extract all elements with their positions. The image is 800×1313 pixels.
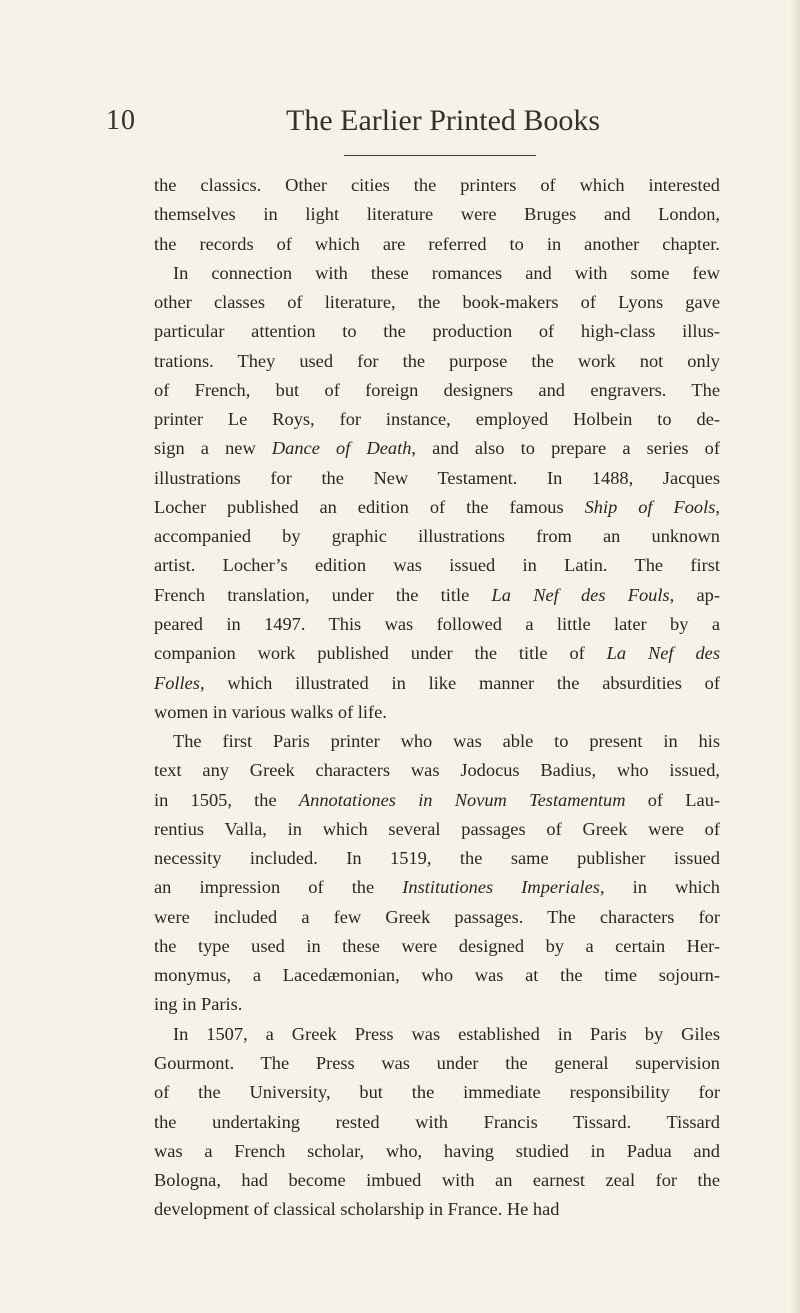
page-number: 10 — [106, 105, 136, 136]
text-line — [154, 990, 720, 1019]
text-run: other classes of literature, the book-makers of Lyons gave — [154, 292, 720, 313]
text-line — [154, 464, 720, 493]
text-run: the classics. Other cities the printers of which interested — [154, 175, 720, 195]
text-line — [154, 434, 720, 463]
text-run: rentius Valla, in which several passages of Greek were of — [154, 818, 720, 839]
text-line — [154, 347, 720, 376]
text-line — [154, 669, 720, 698]
text-line — [154, 1166, 720, 1195]
italic-title: Folles — [154, 672, 200, 693]
text-run: necessity included. In 1519, the same publisher issued — [154, 848, 720, 869]
text-run: Gourmont. The Press was under the general supervision — [154, 1052, 720, 1073]
text-run: women in various walks of life. — [154, 701, 387, 722]
text-line — [154, 1078, 720, 1107]
text-run: , ap- — [669, 584, 720, 605]
text-line — [154, 1137, 720, 1166]
text-line — [154, 639, 720, 668]
text-run: , — [715, 496, 720, 517]
text-run: In connection with these romances and with some few — [173, 262, 720, 283]
page-edge-shadow — [790, 0, 800, 1313]
text-line — [154, 815, 720, 844]
text-run: ing in Paris. — [154, 994, 243, 1015]
text-run: an impression of the — [154, 877, 403, 898]
text-line — [154, 405, 720, 434]
body-text — [154, 171, 720, 1225]
text-line — [154, 493, 720, 522]
text-run: peared in 1497. This was followed a little later by a — [154, 613, 720, 634]
text-line — [154, 756, 720, 785]
text-line — [154, 961, 720, 990]
italic-title: La Nef des — [606, 643, 720, 664]
text-run: , and also to prepare a series of — [411, 438, 720, 459]
italic-title: Institutiones Imperiales — [402, 877, 600, 898]
text-line — [154, 1195, 720, 1224]
text-run: particular attention to the production of high-class illus- — [154, 321, 720, 342]
text-line — [154, 1108, 720, 1137]
text-run: , in which — [599, 877, 720, 898]
text-run: illustrations for the New Testament. In 1488, Jacques — [154, 467, 720, 488]
text-line — [154, 171, 720, 200]
text-run: of the University, but the immediate responsibility for — [154, 1082, 720, 1103]
text-run: sign a new — [154, 438, 272, 459]
text-line — [154, 727, 720, 756]
text-run: Locher published an edition of the famous — [154, 496, 585, 517]
text-run: themselves in light literature were Bruges and London, — [154, 204, 720, 225]
italic-title: La Nef des Fouls — [491, 584, 670, 605]
text-run: artist. Locher’s edition was issued in Latin. The first — [154, 555, 720, 576]
text-run: , which illustrated in like manner the absurdities of — [199, 672, 720, 693]
page-header — [0, 104, 800, 144]
text-line — [154, 873, 720, 902]
text-run: the undertaking rested with Francis Tissard. Tissard — [154, 1111, 720, 1132]
italic-title: Dance of Death — [271, 438, 412, 459]
text-line — [154, 610, 720, 639]
text-run: were included a few Greek passages. The characters for — [154, 906, 720, 927]
text-run: In 1507, a Greek Press was established in Paris by Giles — [173, 1023, 720, 1044]
text-run: companion work published under the title of — [154, 643, 607, 664]
text-run: printer Le Roys, for instance, employed Holbein to de- — [154, 409, 720, 430]
text-line — [154, 698, 720, 727]
italic-title: Ship of Fools — [584, 496, 716, 517]
text-line — [154, 903, 720, 932]
text-run: the type used in these were designed by a certain Her- — [154, 935, 720, 956]
header-rule — [344, 155, 536, 156]
text-run: development of classical scholarship in France. He had — [154, 1199, 560, 1220]
text-run: accompanied by graphic illustrations from an unknown — [154, 526, 720, 547]
text-run: the records of which are referred to in another chapter. — [154, 233, 720, 254]
text-line — [154, 551, 720, 580]
text-line — [154, 200, 720, 229]
text-run: Bologna, had become imbued with an earnest zeal for the — [154, 1170, 720, 1191]
text-line — [154, 1049, 720, 1078]
text-line — [154, 522, 720, 551]
italic-title: Annotationes in Novum Testamentum — [298, 789, 626, 810]
text-run: in 1505, the — [154, 789, 299, 810]
text-run: of French, but of foreign designers and engravers. The — [154, 379, 720, 400]
text-run: of Lau- — [625, 789, 721, 810]
text-run: text any Greek characters was Jodocus Badius, who issued, — [154, 760, 720, 781]
text-line — [154, 376, 720, 405]
text-line — [154, 259, 720, 288]
text-line — [154, 1020, 720, 1049]
text-line — [154, 317, 720, 346]
text-run: monymus, a Lacedæmonian, who was at the time sojourn- — [154, 965, 720, 986]
text-line — [154, 932, 720, 961]
text-run: trations. They used for the purpose the work not only — [154, 350, 720, 371]
text-line — [154, 581, 720, 610]
text-run: was a French scholar, who, having studied in Padua and — [154, 1140, 720, 1161]
running-title: The Earlier Printed Books — [286, 104, 601, 137]
text-line — [154, 230, 720, 259]
text-line — [154, 288, 720, 317]
text-line — [154, 844, 720, 873]
text-run: The first Paris printer who was able to present in his — [173, 731, 720, 752]
text-run: French translation, under the title — [154, 584, 492, 605]
text-line — [154, 786, 720, 815]
